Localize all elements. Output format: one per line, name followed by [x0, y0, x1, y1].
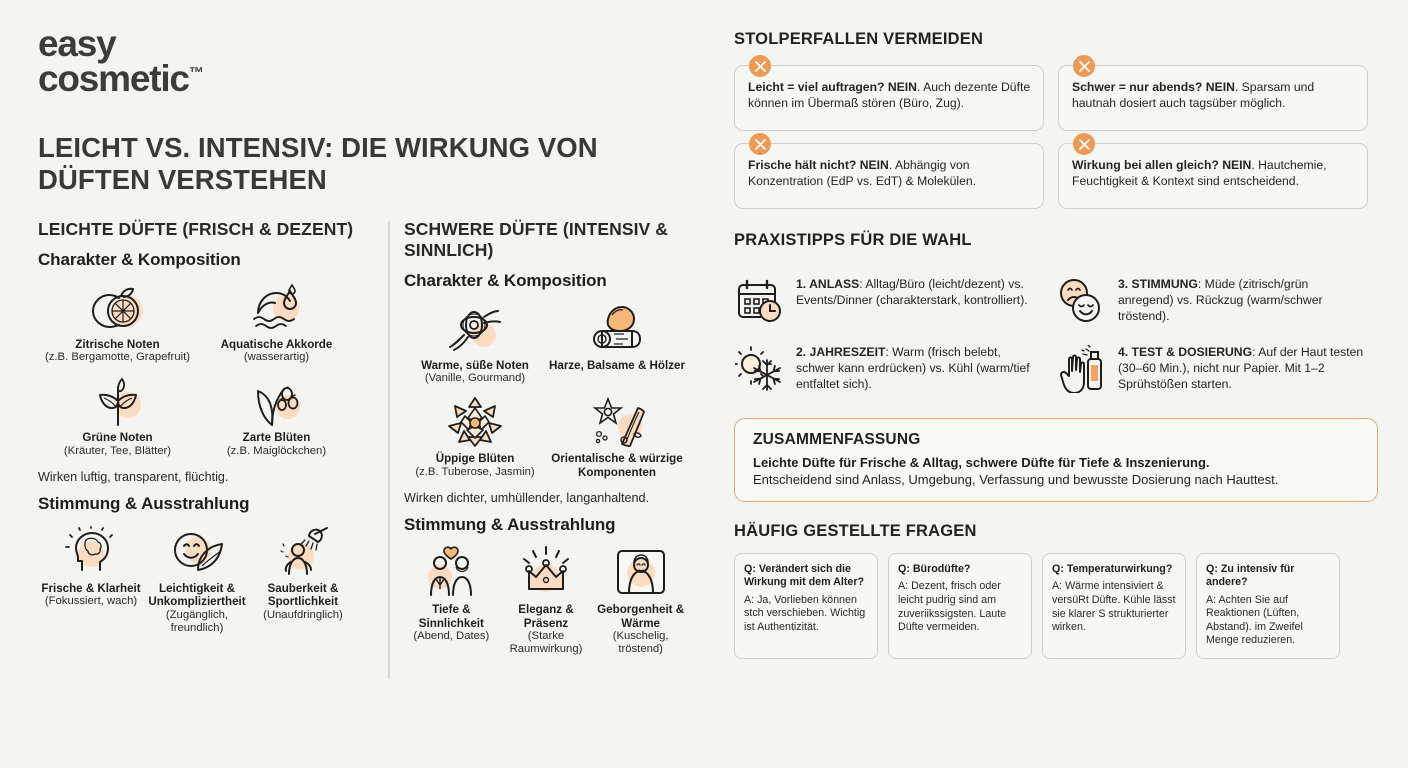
- hand-spray-icon: [1056, 343, 1108, 395]
- composition-label: Zitrische Noten: [75, 337, 160, 351]
- composition-label: Harze, Balsame & Hölzer: [549, 358, 685, 372]
- lush-blossom-icon: [406, 394, 544, 450]
- heavy-fragrances-column: [370, 219, 702, 657]
- x-circle-icon: [1073, 55, 1095, 77]
- lily-of-the-valley-icon: [199, 373, 354, 429]
- tip-item: [734, 268, 1056, 336]
- tip-text: [796, 275, 1042, 327]
- pitfall-rest: . Abhängig von Konzentration (EdP vs. EdT) & Molekülen.: [748, 158, 977, 189]
- pitfall-bold: Leicht = viel auftragen? NEIN: [748, 80, 917, 94]
- composition-sub: (z.B. Bergamotte, Grapefruit): [44, 351, 191, 364]
- mood-item: [404, 543, 499, 656]
- pitfall-text: [748, 157, 1031, 189]
- composition-item: [38, 278, 197, 371]
- pitfall-text: [748, 79, 1031, 111]
- faq-question: Q: Temperaturwirkung?: [1052, 563, 1173, 575]
- pitfalls-heading: STOLPERFALLEN VERMEIDEN: [734, 30, 984, 48]
- tips-heading: PRAXISTIPPS FÜR DIE WAHL: [734, 231, 972, 249]
- faq-answer: A: Ja, Vorlieben können stch verschieben. Wichtig ist Authentizität.: [744, 593, 866, 633]
- mood-label: Sauberkeit & Sportlichkeit: [267, 582, 339, 609]
- tip-rest: : Müde (zitrisch/grün anregend) vs. Rückzug (warm/schwer tröstend).: [1118, 277, 1323, 323]
- tip-item: [734, 336, 1056, 404]
- summary-bold-line: Leichte Düfte für Frische & Alltag, schwere Düfte für Tiefe & Inszenierung.: [753, 455, 1210, 470]
- sun-snowflake-icon: [734, 343, 786, 395]
- wave-water-drop-icon: [199, 280, 354, 336]
- brand-line-2: cosmetic: [38, 58, 189, 100]
- star-anise-cinnamon-icon: [548, 394, 686, 450]
- mood-sub: (Zugänglich, freundlich): [165, 608, 229, 635]
- pitfall-rest: . Hautchemie, Feuchtigkeit & Kontext sind entscheidend.: [1072, 158, 1327, 189]
- crown-icon: [501, 543, 592, 597]
- tip-bold: 3. STIMMUNG: [1118, 277, 1198, 291]
- tip-bold: 4. TEST & DOSIERUNG: [1118, 345, 1253, 359]
- brand-logo: [38, 23, 702, 100]
- composition-item: [197, 278, 356, 371]
- faq-card: [734, 553, 878, 659]
- green-leaves-icon: [40, 373, 195, 429]
- pitfall-text: [1072, 157, 1355, 189]
- page-title: LEICHT VS. INTENSIV: DIE WIRKUNG VON DÜFTEN VERSTEHEN: [38, 132, 598, 196]
- brand-line-1: easy: [38, 23, 116, 64]
- mood-item: [144, 522, 250, 635]
- light-composition-heading: Charakter & Komposition: [38, 249, 241, 269]
- composition-label: Grüne Noten: [82, 430, 153, 444]
- mood-sub: (Starke Raumwirkung): [509, 629, 583, 656]
- heavy-mood-grid: [404, 543, 688, 656]
- mood-label: Leichtigkeit & Unkompliziertheit: [148, 582, 246, 609]
- pitfall-rest: . Auch dezente Düfte können im Übermaß stören (Büro, Zug).: [748, 80, 1031, 111]
- tip-rest: : Alltag/Büro (leicht/dezent) vs. Events/Dinner (charakterstark, kontrolliert).: [796, 277, 1028, 307]
- composition-item: [404, 299, 546, 392]
- mood-item: [250, 522, 356, 635]
- summary-heading: ZUSAMMENFASSUNG: [753, 431, 921, 448]
- pitfall-bold: Wirkung bei allen gleich? NEIN: [1072, 158, 1252, 172]
- composition-item: [197, 371, 356, 464]
- head-brain-icon: [40, 522, 142, 576]
- faq-answer: A: Dezent, frisch oder leicht pudrig sind am zuveriikssigsten. Laute Düfte vermeiden.: [898, 580, 1007, 634]
- composition-item: [546, 299, 688, 392]
- faq-card: [1042, 553, 1186, 659]
- composition-item: [38, 371, 197, 464]
- vanilla-flower-icon: [406, 301, 544, 357]
- right-panel: [726, 0, 1408, 768]
- composition-label: Orientalische & würzige Komponenten: [551, 451, 683, 479]
- faq-answer: A: Wärme intensiviert & versüRt Düfte. Kühle lässt sie klarer S strukturierter wirken.: [1052, 580, 1176, 634]
- composition-label: Warme, süße Noten: [421, 358, 529, 372]
- faq-card: [1196, 553, 1340, 659]
- composition-sub: (z.B. Tuberose, Jasmin): [415, 465, 535, 478]
- pitfall-bold: Schwer = nur abends? NEIN: [1072, 80, 1235, 94]
- tip-bold: 1. ANLASS: [796, 277, 860, 291]
- mood-sub: (Fokussiert, wach): [44, 595, 138, 608]
- summary-text: Entscheidend sind Anlass, Umgebung, Verfassung und bewusste Dosierung nach Hauttest.: [753, 472, 1279, 487]
- composition-sub: (z.B. Maiglöckchen): [226, 444, 327, 457]
- faq-question: Q: Bürodüfte?: [898, 563, 971, 575]
- pitfall-rest: . Sparsam und hautnah dosiert auch tagsüber möglich.: [1072, 80, 1315, 111]
- faq-list: [734, 553, 1378, 659]
- light-mood-heading: Stimmung & Ausstrahlung: [38, 494, 250, 514]
- mood-sub: (Unaufdringlich): [263, 608, 343, 621]
- composition-item: [546, 392, 688, 485]
- pitfall-card: [734, 65, 1044, 131]
- mood-item: [593, 543, 688, 656]
- faq-answer: A: Achten Sie auf Reaktionen (Lüften, Abstand). im Zweifel Menge reduzieren.: [1206, 593, 1303, 647]
- pitfalls-list: [734, 65, 1378, 209]
- heavy-composition-grid: [404, 299, 688, 486]
- heavy-composition-heading: Charakter & Komposition: [404, 270, 607, 290]
- faq-question: Q: Verändert sich die Wirkung mit dem Alter?: [744, 563, 865, 589]
- light-note: Wirken luftig, transparent, flüchtig.: [38, 470, 229, 485]
- shower-person-icon: [252, 522, 354, 576]
- tip-text: [1118, 343, 1364, 395]
- tip-bold: 2. JAHRESZEIT: [796, 345, 886, 359]
- heavy-mood-heading: Stimmung & Ausstrahlung: [404, 515, 616, 535]
- tip-rest: : Auf der Haut testen (30–60 Min.), nicht nur Papier. Mit 1–2 Sprühstößen starten.: [1118, 345, 1364, 391]
- mood-item: [499, 543, 594, 656]
- composition-item: [404, 392, 546, 485]
- tips-list: [734, 268, 1378, 404]
- person-blanket-icon: [595, 543, 686, 597]
- heavy-column-title: SCHWERE DÜFTE (INTENSIV & SINNLICH): [404, 218, 669, 260]
- couple-heart-icon: [406, 543, 497, 597]
- mood-label: Geborgenheit & Wärme: [597, 603, 685, 630]
- tip-item: [1056, 268, 1378, 336]
- composition-sub: (Vanille, Gourmand): [424, 372, 526, 385]
- comparison-columns: [38, 219, 702, 657]
- summary-box: [734, 418, 1378, 502]
- x-circle-icon: [749, 133, 771, 155]
- mood-label: Tiefe & Sinnlichkeit: [418, 603, 484, 630]
- pitfall-text: [1072, 79, 1355, 111]
- mood-label: Frische & Klarheit: [41, 582, 141, 596]
- smiley-feather-icon: [146, 522, 248, 576]
- lemon-citrus-icon: [40, 280, 195, 336]
- calendar-clock-icon: [734, 275, 786, 327]
- pitfall-card: [734, 143, 1044, 209]
- trademark-symbol: ™: [188, 64, 204, 82]
- mood-sub: (Abend, Dates): [413, 629, 490, 642]
- column-divider: [388, 221, 390, 679]
- light-mood-grid: [38, 522, 356, 635]
- mood-sub: (Kuschelig, tröstend): [612, 629, 669, 656]
- light-composition-grid: [38, 278, 356, 464]
- composition-sub: (wasserartig): [243, 351, 310, 364]
- composition-label: Zarte Blüten: [242, 430, 311, 444]
- resin-wood-log-icon: [548, 301, 686, 357]
- pitfall-card: [1058, 143, 1368, 209]
- light-fragrances-column: [38, 219, 370, 657]
- two-faces-mood-icon: [1056, 275, 1108, 327]
- pitfall-card: [1058, 65, 1368, 131]
- light-column-title: LEICHTE DÜFTE (FRISCH & DEZENT): [38, 218, 354, 239]
- mood-item: [38, 522, 144, 635]
- heavy-note: Wirken dichter, umhüllender, langanhaltend.: [404, 491, 650, 506]
- x-circle-icon: [1073, 133, 1095, 155]
- composition-label: Aquatische Akkorde: [220, 337, 333, 351]
- mood-label: Eleganz & Präsenz: [518, 603, 574, 630]
- x-circle-icon: [749, 55, 771, 77]
- tip-text: [1118, 275, 1364, 327]
- faq-heading: HÄUFIG GESTELLTE FRAGEN: [734, 522, 977, 540]
- tip-rest: : Warm (frisch belebt, schwer kann erdrücken) vs. Kühl (warm/tief entfaltet sich).: [796, 345, 1030, 391]
- faq-card: [888, 553, 1032, 659]
- composition-label: Üppige Blüten: [435, 451, 515, 465]
- faq-question: Q: Zu intensiv für andere?: [1206, 563, 1295, 589]
- pitfall-bold: Frische hält nicht? NEIN: [748, 158, 889, 172]
- composition-sub: (Kräuter, Tee, Blätter): [63, 444, 172, 457]
- tip-text: [796, 343, 1042, 395]
- tip-item: [1056, 336, 1378, 404]
